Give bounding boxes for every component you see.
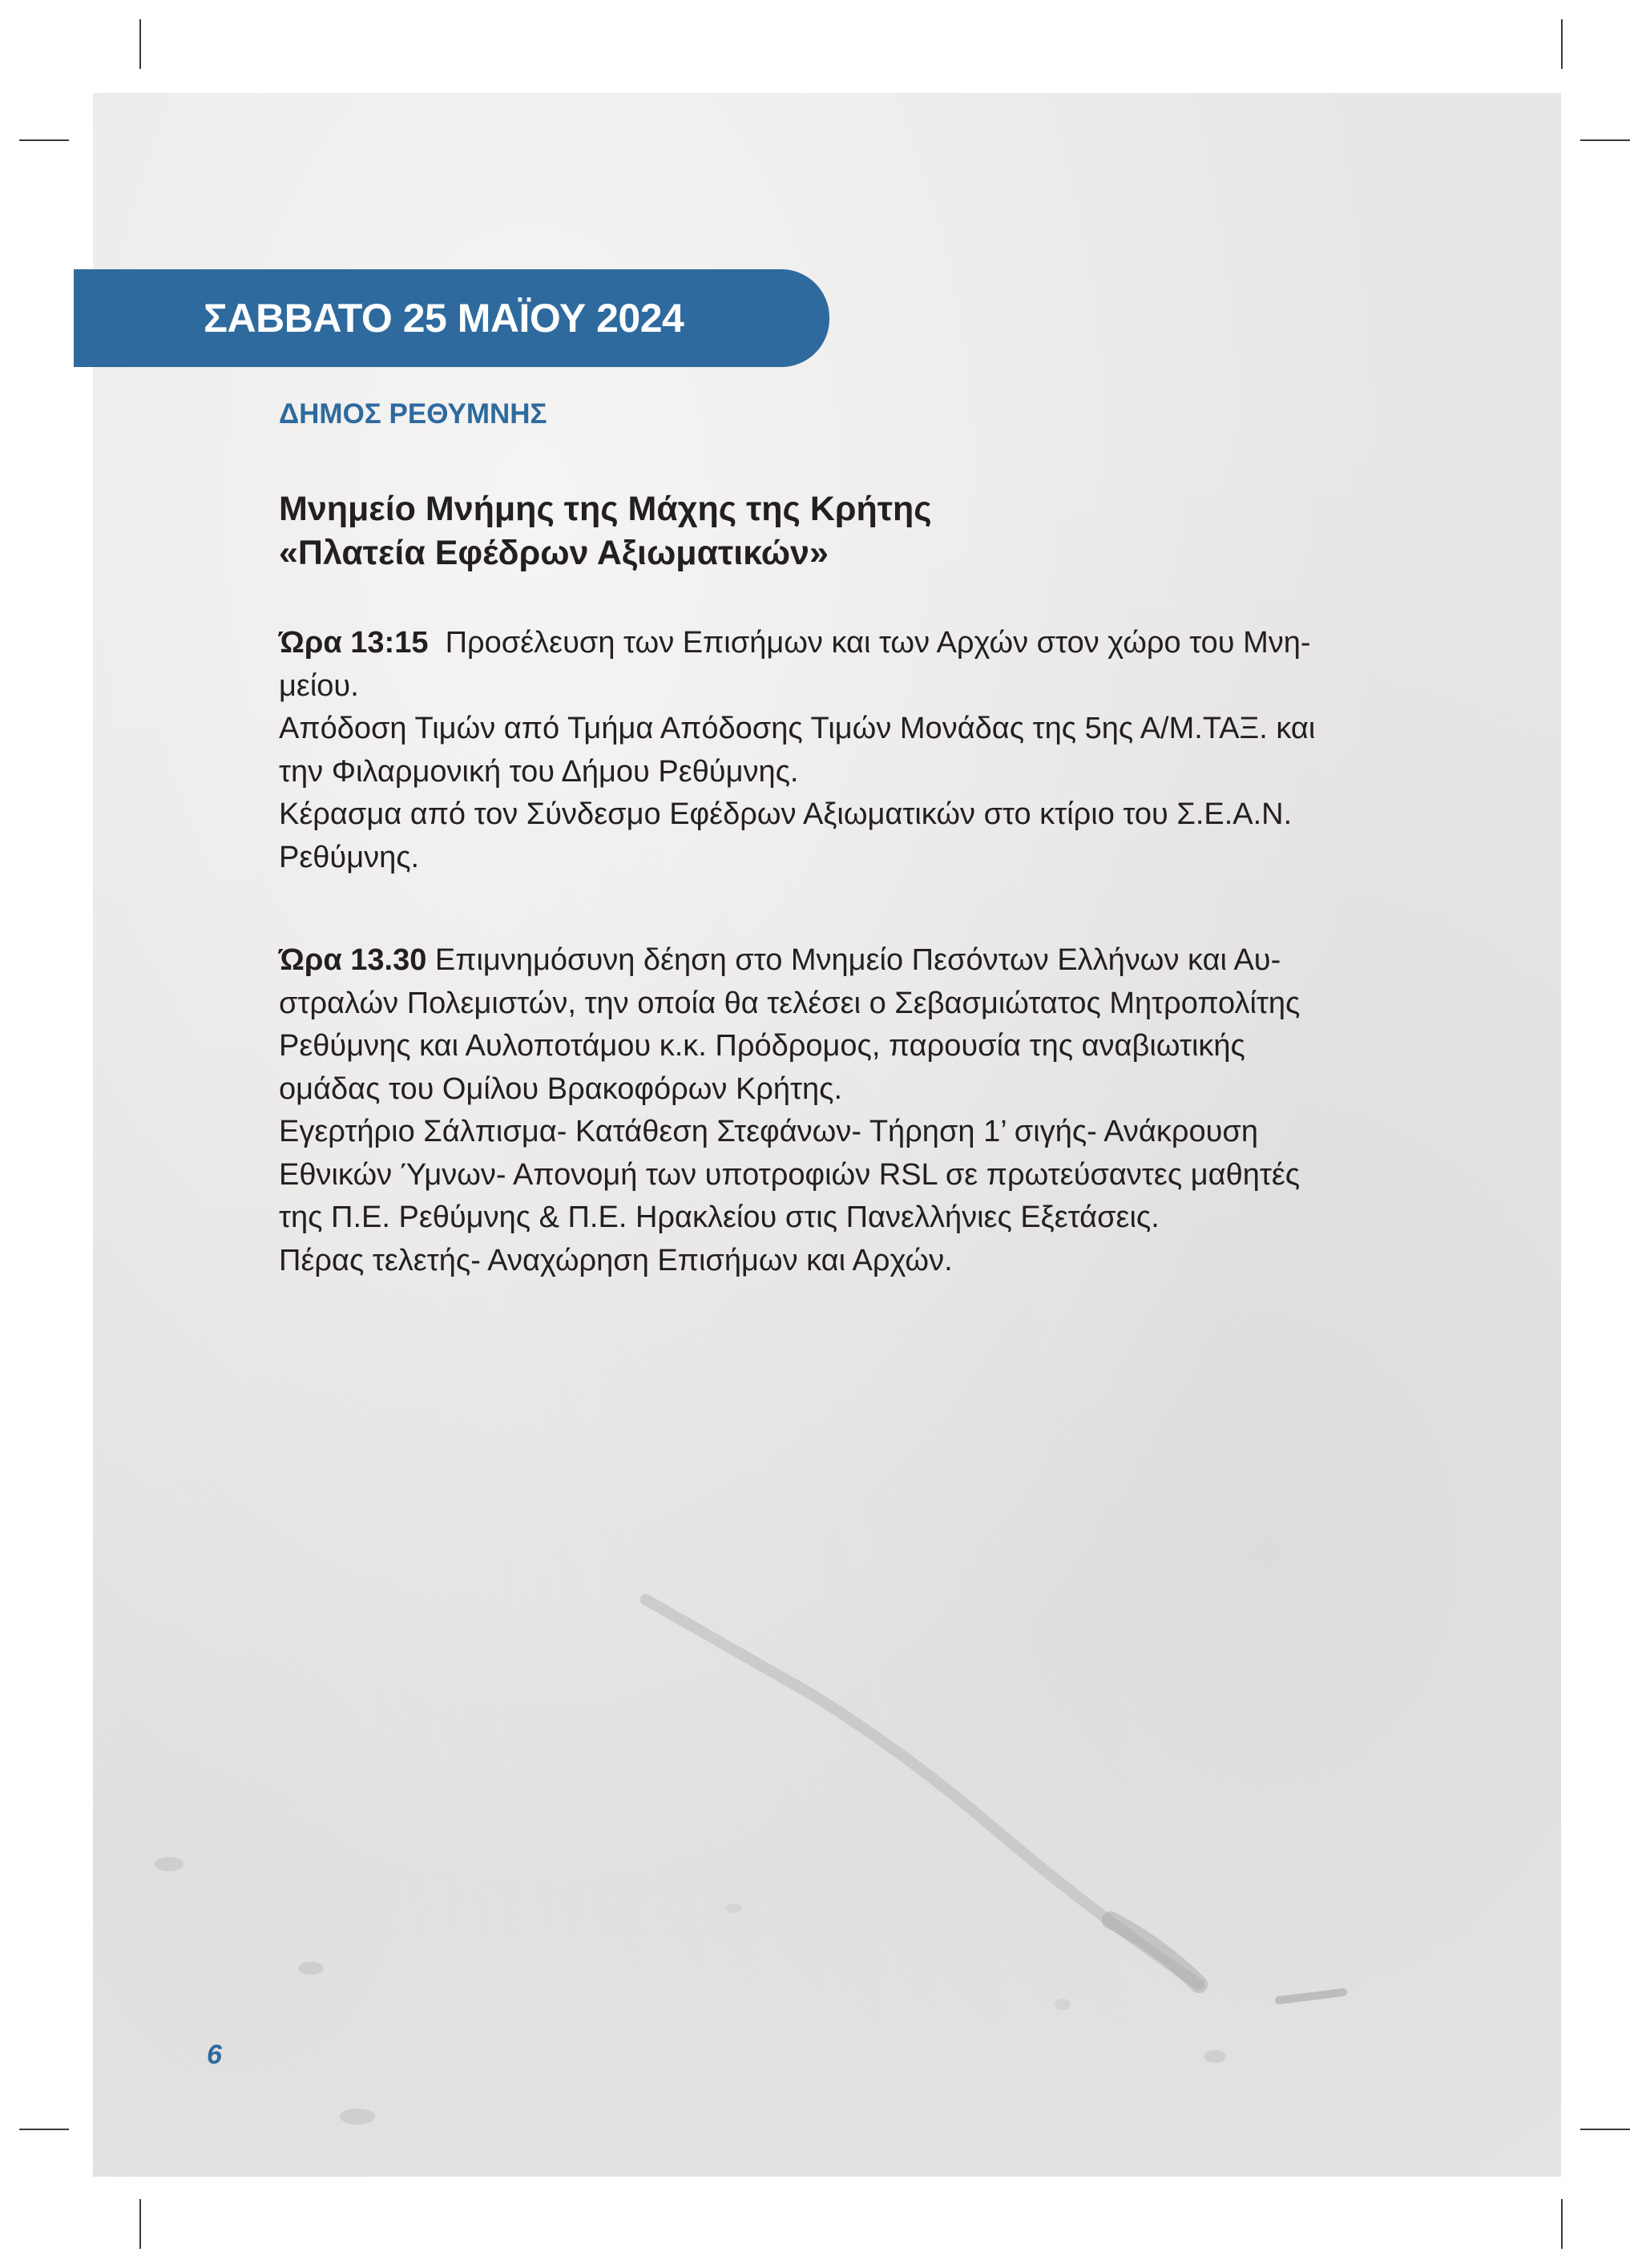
schedule-line: της Π.Ε. Ρεθύμνης & Π.Ε. Ηρακλείου στις Πανελλήνιες Εξετάσεις. xyxy=(279,1201,1160,1234)
venue-title-line: «Πλατεία Εφέδρων Αξιωματικών» xyxy=(279,534,829,572)
crop-mark xyxy=(1561,19,1563,69)
schedule-line: στραλών Πολεμιστών, την οποία θα τελέσει ο Σεβασμιώτατος Μητροπολίτης xyxy=(279,986,1301,1020)
schedule-line: Εθνικών Ύμνων- Απονομή των υποτροφιών RSL σε πρωτεύσαντες μαθητές xyxy=(279,1157,1301,1192)
schedule-entry xyxy=(279,622,1417,879)
schedule-line: μείου. xyxy=(279,668,359,703)
schedule-line: ομάδας του Ομίλου Βρακοφόρων Κρήτης. xyxy=(279,1071,843,1106)
venue-title xyxy=(279,487,932,575)
schedule-time: Ώρα 13.30 xyxy=(279,943,427,977)
schedule-line: Εγερτήριο Σάλπισμα- Κατάθεση Στεφάνων- Τήρηση 1’ σιγής- Ανάκρουση xyxy=(279,1115,1259,1148)
crop-mark xyxy=(139,2199,141,2249)
crop-mark xyxy=(19,2129,69,2130)
schedule-entry xyxy=(279,939,1417,1282)
schedule-line: Πέρας τελετής- Αναχώρηση Επισήμων και Αρχών. xyxy=(279,1243,953,1277)
schedule-line: Ρεθύμνης. xyxy=(279,840,420,874)
crop-mark xyxy=(1580,2129,1630,2130)
crop-mark xyxy=(1561,2199,1563,2249)
crop-mark xyxy=(139,19,141,69)
schedule-line: Απόδοση Τιμών από Τμήμα Απόδοσης Τιμών Μονάδας της 5ης Α/Μ.ΤΑΞ. και xyxy=(279,712,1316,745)
schedule-line xyxy=(279,622,1417,665)
venue-title-line: Μνημείο Μνήμης της Μάχης της Κρήτης xyxy=(279,490,932,528)
municipality-heading: ΔΗΜΟΣ ΡΕΘΥΜΝΗΣ xyxy=(279,398,547,430)
page-number: 6 xyxy=(207,2040,222,2070)
schedule-line: Κέρασμα από τον Σύνδεσμο Εφέδρων Αξιωματικών στο κτίριο του Σ.Ε.Α.Ν. xyxy=(279,797,1293,831)
schedule-line: Ρεθύμνης και Αυλοποτάμου κ.κ. Πρόδρομος, παρουσία της αναβιωτικής xyxy=(279,1029,1245,1063)
event-date: ΣΑΒΒΑΤΟ 25 ΜΑΪΟΥ 2024 xyxy=(204,296,684,341)
schedule-text: Προσέλευση των Επισήμων και των Αρχών στον χώρο του Μνη- xyxy=(445,626,1311,660)
schedule-line xyxy=(279,939,1417,983)
crop-mark xyxy=(1580,139,1630,141)
crop-mark xyxy=(19,139,69,141)
schedule-time: Ώρα 13:15 xyxy=(279,626,429,660)
schedule-line: την Φιλαρμονική του Δήμου Ρεθύμνης. xyxy=(279,754,799,789)
schedule-text: Επιμνημόσυνη δέηση στο Μνημείο Πεσόντων Ελλήνων και Αυ- xyxy=(434,943,1281,977)
